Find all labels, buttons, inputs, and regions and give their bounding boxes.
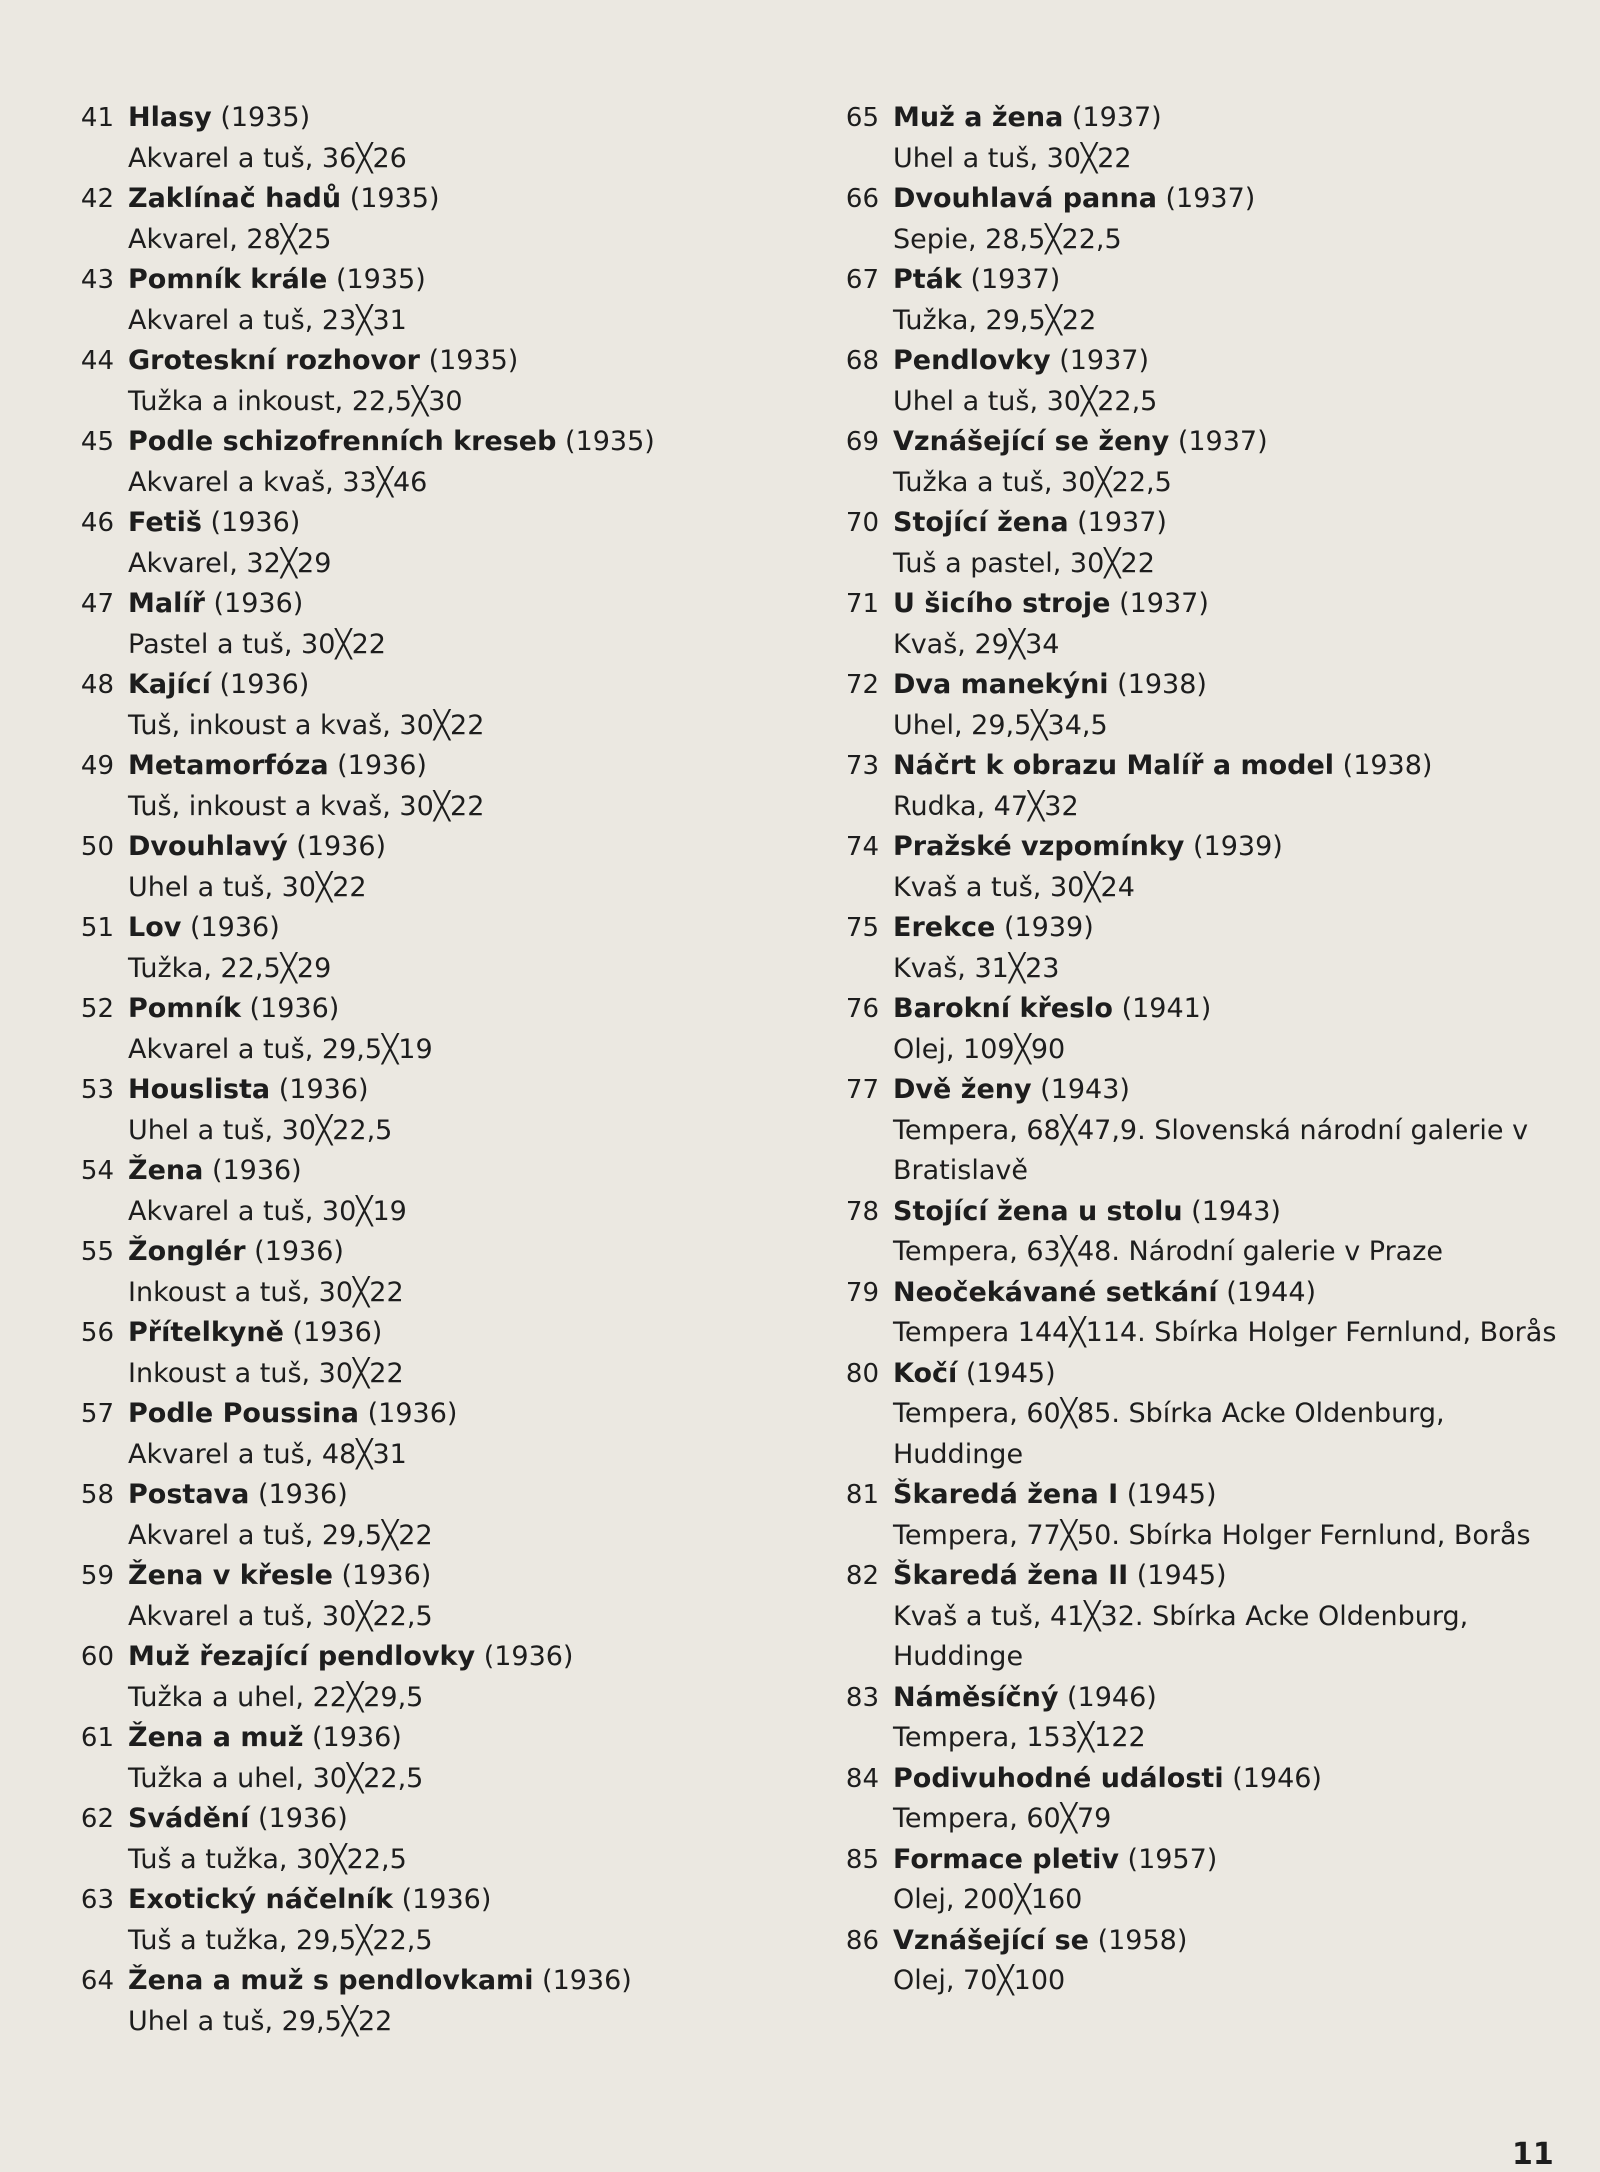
entry-heading [893,422,1565,463]
entry-medium: Tempera, 60╳85. Sbírka Acke Oldenburg, Huddinge [893,1398,1445,1470]
entry-number: 72 [845,670,879,700]
entry-number: 50 [80,832,114,862]
entry-title: Groteskní rozhovor [128,345,420,376]
entry-heading [893,1070,1565,1111]
entry-number: 57 [80,1399,114,1429]
catalog-column-left [70,98,800,2042]
catalog-entry [835,908,1565,989]
catalog-entry [70,1313,800,1394]
entry-number: 51 [80,913,114,943]
entry-title: Pomník krále [128,264,328,295]
entry-medium: Tuš, inkoust a kvaš, 30╳22 [128,709,485,741]
entry-heading [128,1961,800,2002]
entry-number: 54 [80,1156,114,1186]
entry-title: Postava [128,1479,250,1510]
entry-number: 42 [80,184,114,214]
entry-title: Houslista [128,1074,271,1105]
entry-year: (1937) [1077,507,1167,538]
entry-heading [893,1273,1565,1314]
entry-heading [893,584,1565,625]
catalog-entry [70,584,800,665]
catalog-entry [70,98,800,179]
catalog-entry [70,1718,800,1799]
entry-medium: Tempera, 60╳79 [893,1803,1112,1834]
catalog-entry [70,179,800,260]
entry-heading [128,746,800,787]
entry-medium: Tužka, 29,5╳22 [893,304,1097,336]
catalog-entry [70,908,800,989]
entry-year: (1958) [1097,1924,1188,1956]
catalog-entry [70,1232,800,1313]
catalog-entry [835,989,1565,1070]
entry-heading [128,1151,800,1192]
entry-year: (1939) [1193,831,1283,862]
catalog-column-right [835,98,1565,2002]
entry-year: (1935) [428,345,519,376]
entry-title: Žena v křesle [128,1560,333,1591]
entry-year: (1945) [1126,1479,1217,1510]
entry-number: 77 [845,1075,879,1105]
entry-title: Kající [128,669,211,700]
entry-year: (1935) [220,102,311,133]
entry-heading [128,665,800,706]
entry-medium: Uhel a tuš, 29,5╳22 [128,2005,393,2037]
entry-title: Erekce [893,912,996,943]
entry-title: Stojící žena [893,507,1069,538]
entry-heading [893,1921,1565,1962]
entry-number: 63 [80,1885,114,1915]
entry-medium: Tempera, 77╳50. Sbírka Holger Fernlund, Borås [893,1519,1531,1551]
entry-title: Žonglér [128,1236,246,1267]
entry-title: Dvouhlavá panna [893,183,1157,214]
catalog-entry [835,1556,1565,1678]
entry-year: (1944) [1226,1276,1317,1308]
entry-number: 78 [845,1196,879,1227]
entry-heading [128,1070,800,1111]
entry-medium: Uhel a tuš, 30╳22,5 [893,385,1158,417]
entry-year: (1946) [1232,1762,1322,1794]
entry-title: Škaredá žena II [893,1560,1129,1591]
entry-title: Přítelkyně [128,1317,284,1348]
entry-number: 60 [80,1642,114,1672]
entry-year: (1936) [189,912,280,943]
entry-title: Pták [893,264,962,295]
entry-heading [128,1313,800,1354]
catalog-entry [70,746,800,827]
catalog-entry [70,422,800,503]
entry-year: (1935) [349,183,440,214]
entry-medium: Rudka, 47╳32 [893,790,1079,822]
entry-year: (1936) [210,507,301,538]
entry-title: Lov [128,912,182,943]
entry-medium: Akvarel a tuš, 30╳19 [128,1195,407,1227]
entry-title: Žena a muž [128,1722,304,1753]
entry-heading [128,503,800,544]
entry-year: (1936) [211,1155,302,1186]
catalog-entry [70,1070,800,1151]
entry-year: (1957) [1127,1843,1218,1875]
catalog-entry [835,746,1565,827]
entry-heading [893,1475,1565,1516]
entry-year: (1936) [292,1317,383,1348]
catalog-entry [70,1880,800,1961]
entry-medium: Akvarel a tuš, 23╳31 [128,304,407,336]
entry-year: (1937) [1119,588,1209,619]
entry-title: Podivuhodné události [893,1762,1224,1794]
entry-year: (1936) [367,1398,458,1429]
entry-medium: Olej, 200╳160 [893,1884,1083,1915]
entry-year: (1936) [542,1965,632,1996]
entry-number: 79 [845,1277,879,1308]
entry-heading [893,1840,1565,1881]
entry-year: (1936) [257,1479,348,1510]
entry-medium: Olej, 109╳90 [893,1033,1066,1065]
entry-heading [128,584,800,625]
entry-heading [128,1718,800,1759]
entry-number: 61 [80,1723,114,1753]
entry-medium: Uhel a tuš, 30╳22,5 [128,1114,393,1146]
entry-title: Barokní křeslo [893,993,1113,1024]
entry-number: 75 [845,913,879,943]
entry-year: (1936) [337,750,427,781]
entry-medium: Tuš a pastel, 30╳22 [893,547,1155,579]
entry-title: Vznášející se [893,1924,1089,1956]
entry-number: 82 [845,1561,879,1591]
entry-title: Pražské vzpomínky [893,831,1185,862]
entry-title: Fetiš [128,507,202,538]
entry-medium: Tempera 144╳114. Sbírka Holger Fernlund, Borås [893,1317,1557,1348]
entry-heading [893,341,1565,382]
entry-number: 65 [845,103,879,133]
entry-title: Muž a žena [893,102,1064,133]
entry-heading [128,1637,800,1678]
entry-year: (1937) [1177,426,1268,457]
entry-medium: Akvarel a kvaš, 33╳46 [128,466,428,498]
catalog-entry [70,665,800,746]
entry-number: 80 [845,1358,879,1389]
entry-number: 55 [80,1237,114,1267]
entry-number: 43 [80,265,114,295]
catalog-entry [70,1637,800,1718]
entry-heading [128,1880,800,1921]
entry-medium: Tempera, 153╳122 [893,1722,1146,1753]
catalog-entry [835,1840,1565,1921]
entry-title: Pomník [128,993,241,1024]
entry-title: Kočí [893,1357,958,1389]
entry-title: Hlasy [128,102,212,133]
entry-year: (1937) [1165,183,1256,214]
entry-number: 48 [80,670,114,700]
entry-heading [893,1354,1565,1395]
entry-medium: Akvarel a tuš, 30╳22,5 [128,1600,433,1632]
entry-year: (1945) [965,1357,1056,1389]
entry-title: Náměsíčný [893,1681,1059,1713]
entry-heading [893,908,1565,949]
entry-year: (1936) [257,1803,348,1834]
entry-title: Dvě ženy [893,1074,1032,1105]
entry-title: Metamorfóza [128,750,329,781]
entry-heading [128,341,800,382]
catalog-entry [70,1799,800,1880]
entry-medium: Tempera, 63╳48. Národní galerie v Praze [893,1236,1444,1267]
entry-medium: Tuš a tužka, 29,5╳22,5 [128,1924,433,1956]
entry-number: 81 [845,1480,879,1510]
entry-title: Žena a muž s pendlovkami [128,1965,534,1996]
entry-heading [893,260,1565,301]
entry-medium: Uhel a tuš, 30╳22 [893,142,1132,174]
entry-heading [893,179,1565,220]
entry-number: 71 [845,589,879,619]
entry-medium: Kvaš, 31╳23 [893,952,1060,984]
entry-title: Stojící žena u stolu [893,1195,1183,1227]
entry-heading [128,260,800,301]
entry-medium: Tužka a tuš, 30╳22,5 [893,466,1172,498]
catalog-entry [70,1394,800,1475]
entry-heading [128,908,800,949]
entry-medium: Tužka a uhel, 22╳29,5 [128,1681,424,1713]
catalog-entry [835,665,1565,746]
entry-medium: Sepie, 28,5╳22,5 [893,223,1122,255]
entry-number: 49 [80,751,114,781]
entry-heading [128,179,800,220]
entry-year: (1936) [296,831,387,862]
catalog-entry [835,1759,1565,1840]
entry-medium: Inkoust a tuš, 30╳22 [128,1357,404,1389]
entry-number: 44 [80,346,114,376]
page-number: 11 [1512,2137,1554,2172]
entry-year: (1936) [219,669,310,700]
catalog-entry [835,1678,1565,1759]
catalog-entry [835,341,1565,422]
entry-heading [893,989,1565,1030]
catalog-entry [70,1475,800,1556]
entry-title: Podle Poussina [128,1398,360,1429]
entry-title: Muž řezající pendlovky [128,1641,476,1672]
entry-year: (1936) [254,1236,344,1267]
entry-title: Neočekávané setkání [893,1276,1218,1308]
entry-number: 53 [80,1075,114,1105]
entry-year: (1936) [312,1722,402,1753]
entry-year: (1936) [249,993,340,1024]
entry-number: 62 [80,1804,114,1834]
entry-year: (1941) [1121,993,1212,1024]
entry-heading [893,1759,1565,1800]
entry-medium: Akvarel a tuš, 48╳31 [128,1438,407,1470]
entry-heading [893,98,1565,139]
entry-number: 74 [845,832,879,862]
entry-medium: Tuš, inkoust a kvaš, 30╳22 [128,790,485,822]
entry-year: (1938) [1117,669,1207,700]
catalog-entry [70,1151,800,1232]
entry-year: (1936) [401,1884,492,1915]
entry-heading [893,746,1565,787]
entry-year: (1935) [335,264,426,295]
entry-heading [893,665,1565,706]
entry-title: Pendlovky [893,345,1051,376]
catalog-entry [70,1556,800,1637]
entry-medium: Kvaš a tuš, 41╳32. Sbírka Acke Oldenburg, Huddinge [893,1600,1469,1672]
entry-medium: Inkoust a tuš, 30╳22 [128,1276,404,1308]
entry-medium: Akvarel a tuš, 29,5╳19 [128,1033,433,1065]
entry-heading [128,1394,800,1435]
entry-year: (1945) [1136,1560,1227,1591]
entry-heading [128,422,800,463]
entry-medium: Uhel, 29,5╳34,5 [893,709,1108,741]
entry-year: (1937) [1071,102,1162,133]
catalog-entry [835,179,1565,260]
entry-year: (1938) [1342,750,1433,781]
entry-number: 69 [845,427,879,457]
entry-title: Vznášející se ženy [893,426,1170,457]
catalog-entry [835,1921,1565,2002]
entry-heading [128,1475,800,1516]
entry-year: (1937) [1059,345,1149,376]
entry-heading [128,827,800,868]
catalog-entry [835,503,1565,584]
entry-title: Dva manekýni [893,669,1109,700]
catalog-entry [835,584,1565,665]
entry-year: (1936) [278,1074,369,1105]
entry-number: 85 [845,1844,879,1875]
catalog-entry [835,1192,1565,1273]
catalog-entry [70,503,800,584]
entry-number: 86 [845,1925,879,1956]
entry-heading [128,989,800,1030]
entry-medium: Tužka a uhel, 30╳22,5 [128,1762,424,1794]
entry-number: 46 [80,508,114,538]
entry-title: Zaklínač hadů [128,183,342,214]
catalog-entry [835,260,1565,341]
entry-medium: Kvaš, 29╳34 [893,628,1060,660]
entry-title: Škaredá žena I [893,1479,1119,1510]
entry-heading [128,1556,800,1597]
entry-title: Exotický náčelník [128,1884,393,1915]
entry-medium: Akvarel a tuš, 36╳26 [128,142,407,174]
entry-year: (1946) [1067,1681,1157,1713]
entry-number: 52 [80,994,114,1024]
catalog-entry [70,260,800,341]
entry-year: (1935) [565,426,655,457]
entry-number: 68 [845,346,879,376]
entry-heading [128,1799,800,1840]
entry-year: (1937) [970,264,1061,295]
entry-year: (1936) [213,588,304,619]
entry-number: 45 [80,427,114,457]
catalog-entry [70,827,800,908]
entry-heading [893,1556,1565,1597]
entry-medium: Akvarel, 28╳25 [128,223,332,255]
entry-year: (1943) [1191,1195,1281,1227]
entry-heading [893,503,1565,544]
entry-year: (1936) [483,1641,574,1672]
entry-number: 41 [80,103,114,133]
entry-medium: Olej, 70╳100 [893,1965,1066,1996]
entry-number: 70 [845,508,879,538]
catalog-entry [835,98,1565,179]
catalog-entry [835,1070,1565,1192]
entry-number: 83 [845,1682,879,1713]
entry-medium: Uhel a tuš, 30╳22 [128,871,367,903]
entry-medium: Kvaš a tuš, 30╳24 [893,871,1135,903]
entry-number: 67 [845,265,879,295]
entry-number: 47 [80,589,114,619]
entry-title: Žena [128,1155,204,1186]
entry-title: Malíř [128,588,205,619]
entry-medium: Akvarel a tuš, 29,5╳22 [128,1519,433,1551]
entry-medium: Tuš a tužka, 30╳22,5 [128,1843,407,1875]
entry-heading [893,827,1565,868]
catalog-entry [70,989,800,1070]
entry-number: 84 [845,1763,879,1794]
catalog-entry [835,1273,1565,1354]
entry-year: (1939) [1003,912,1094,943]
entry-number: 64 [80,1966,114,1996]
entry-number: 66 [845,184,879,214]
entry-number: 73 [845,751,879,781]
entry-medium: Tempera, 68╳47,9. Slovenská národní galerie v Bratislavě [893,1114,1529,1186]
entry-medium: Tužka, 22,5╳29 [128,952,332,984]
entry-number: 76 [845,994,879,1024]
catalog-entry [835,1475,1565,1556]
entry-title: Dvouhlavý [128,831,288,862]
entry-title: Svádění [128,1803,250,1834]
entry-medium: Pastel a tuš, 30╳22 [128,628,386,660]
catalog-entry [835,422,1565,503]
entry-heading [128,1232,800,1273]
entry-number: 58 [80,1480,114,1510]
entry-title: Náčrt k obrazu Malíř a model [893,750,1335,781]
entry-year: (1943) [1040,1074,1130,1105]
entry-medium: Akvarel, 32╳29 [128,547,332,579]
entry-heading [893,1192,1565,1233]
entry-number: 56 [80,1318,114,1348]
entry-title: Podle schizofrenních kreseb [128,426,557,457]
catalog-entry [835,1354,1565,1476]
catalog-entry [70,341,800,422]
entry-year: (1936) [341,1560,432,1591]
entry-title: Formace pletiv [893,1843,1119,1875]
entry-heading [893,1678,1565,1719]
catalog-entry [835,827,1565,908]
catalog-entry [70,1961,800,2042]
entry-heading [128,98,800,139]
entry-medium: Tužka a inkoust, 22,5╳30 [128,385,463,417]
entry-number: 59 [80,1561,114,1591]
entry-title: U šicího stroje [893,588,1111,619]
